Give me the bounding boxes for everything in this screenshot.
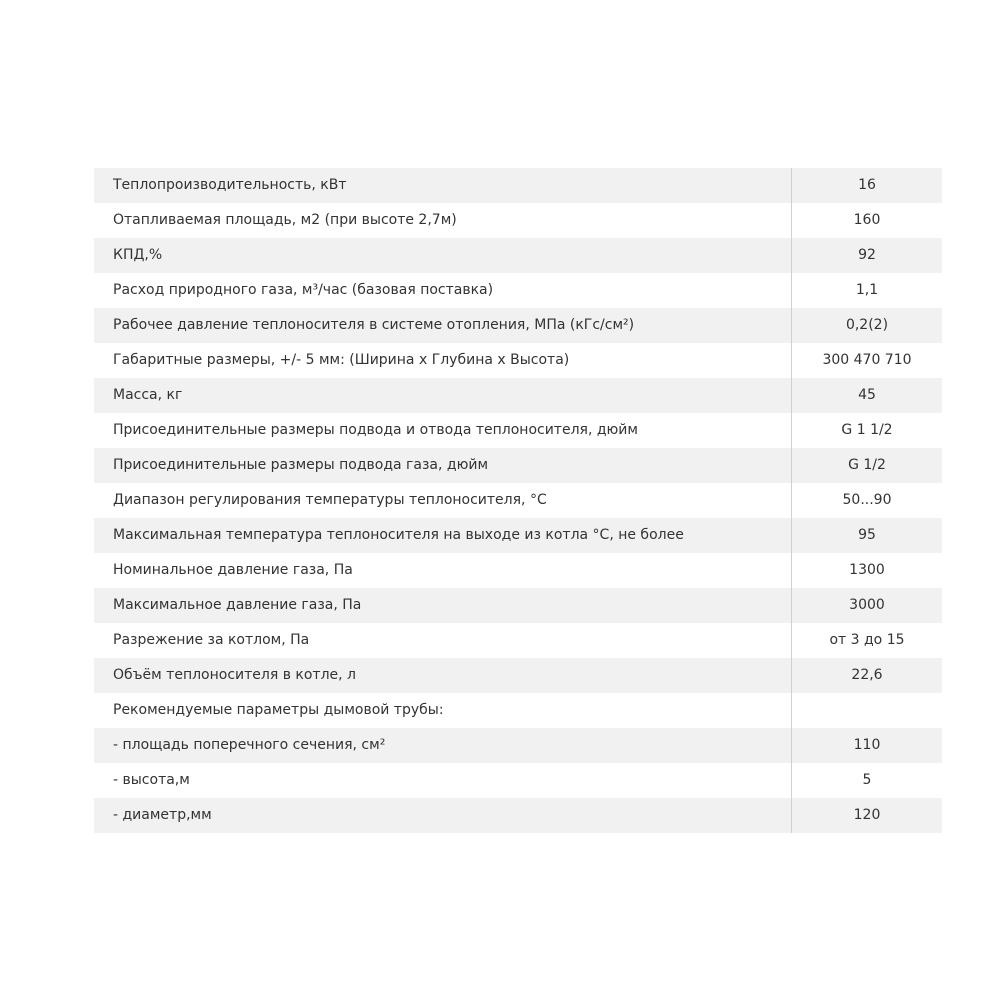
spec-parameter: Максимальное давление газа, Па: [94, 588, 792, 623]
spec-value: 45: [792, 378, 943, 413]
spec-row: [94, 308, 942, 343]
spec-parameter: Отапливаемая площадь, м2 (при высоте 2,7м): [94, 203, 792, 238]
spec-parameter: Присоединительные размеры подвода газа, дюйм: [94, 448, 792, 483]
specifications-table-body: [94, 168, 942, 833]
spec-row: [94, 553, 942, 588]
spec-row: [94, 588, 942, 623]
spec-parameter: Теплопроизводительность, кВт: [94, 168, 792, 203]
spec-row: [94, 378, 942, 413]
spec-value: 1,1: [792, 273, 943, 308]
spec-parameter: Присоединительные размеры подвода и отвода теплоносителя, дюйм: [94, 413, 792, 448]
spec-value: 50...90: [792, 483, 943, 518]
spec-parameter: Диапазон регулирования температуры теплоносителя, °С: [94, 483, 792, 518]
spec-parameter: Расход природного газа, м³/час (базовая поставка): [94, 273, 792, 308]
spec-row: [94, 238, 942, 273]
spec-row: [94, 448, 942, 483]
spec-value: 1300: [792, 553, 943, 588]
spec-parameter: Максимальная температура теплоносителя на выходе из котла °С, не более: [94, 518, 792, 553]
spec-parameter: Рабочее давление теплоносителя в системе отопления, МПа (кГс/см²): [94, 308, 792, 343]
spec-parameter: Габаритные размеры, +/- 5 мм: (Ширина х Глубина х Высота): [94, 343, 792, 378]
spec-parameter: Номинальное давление газа, Па: [94, 553, 792, 588]
spec-value: 22,6: [792, 658, 943, 693]
spec-value: 16: [792, 168, 943, 203]
spec-row: [94, 203, 942, 238]
spec-value: 160: [792, 203, 943, 238]
spec-row: [94, 168, 942, 203]
spec-row: [94, 623, 942, 658]
spec-value: 300 470 710: [792, 343, 943, 378]
spec-parameter: КПД,%: [94, 238, 792, 273]
spec-parameter: Масса, кг: [94, 378, 792, 413]
spec-parameter: - высота,м: [94, 763, 792, 798]
spec-value: от 3 до 15: [792, 623, 943, 658]
spec-value: G 1/2: [792, 448, 943, 483]
spec-value: 110: [792, 728, 943, 763]
spec-value: G 1 1/2: [792, 413, 943, 448]
spec-value: 0,2(2): [792, 308, 943, 343]
spec-row: [94, 273, 942, 308]
spec-parameter: - диаметр,мм: [94, 798, 792, 833]
spec-value: 120: [792, 798, 943, 833]
spec-value: 3000: [792, 588, 943, 623]
spec-row: [94, 343, 942, 378]
spec-row: [94, 518, 942, 553]
spec-value: [792, 693, 943, 728]
spec-value: 95: [792, 518, 943, 553]
spec-value: 92: [792, 238, 943, 273]
spec-row: [94, 798, 942, 833]
spec-value: 5: [792, 763, 943, 798]
spec-row: [94, 693, 942, 728]
spec-parameter: Разрежение за котлом, Па: [94, 623, 792, 658]
spec-row: [94, 728, 942, 763]
spec-row: [94, 413, 942, 448]
spec-parameter: Объём теплоносителя в котле, л: [94, 658, 792, 693]
spec-row: [94, 483, 942, 518]
spec-parameter: - площадь поперечного сечения, см²: [94, 728, 792, 763]
spec-row: [94, 658, 942, 693]
spec-row: [94, 763, 942, 798]
spec-parameter: Рекомендуемые параметры дымовой трубы:: [94, 693, 792, 728]
specifications-table: [94, 168, 942, 833]
